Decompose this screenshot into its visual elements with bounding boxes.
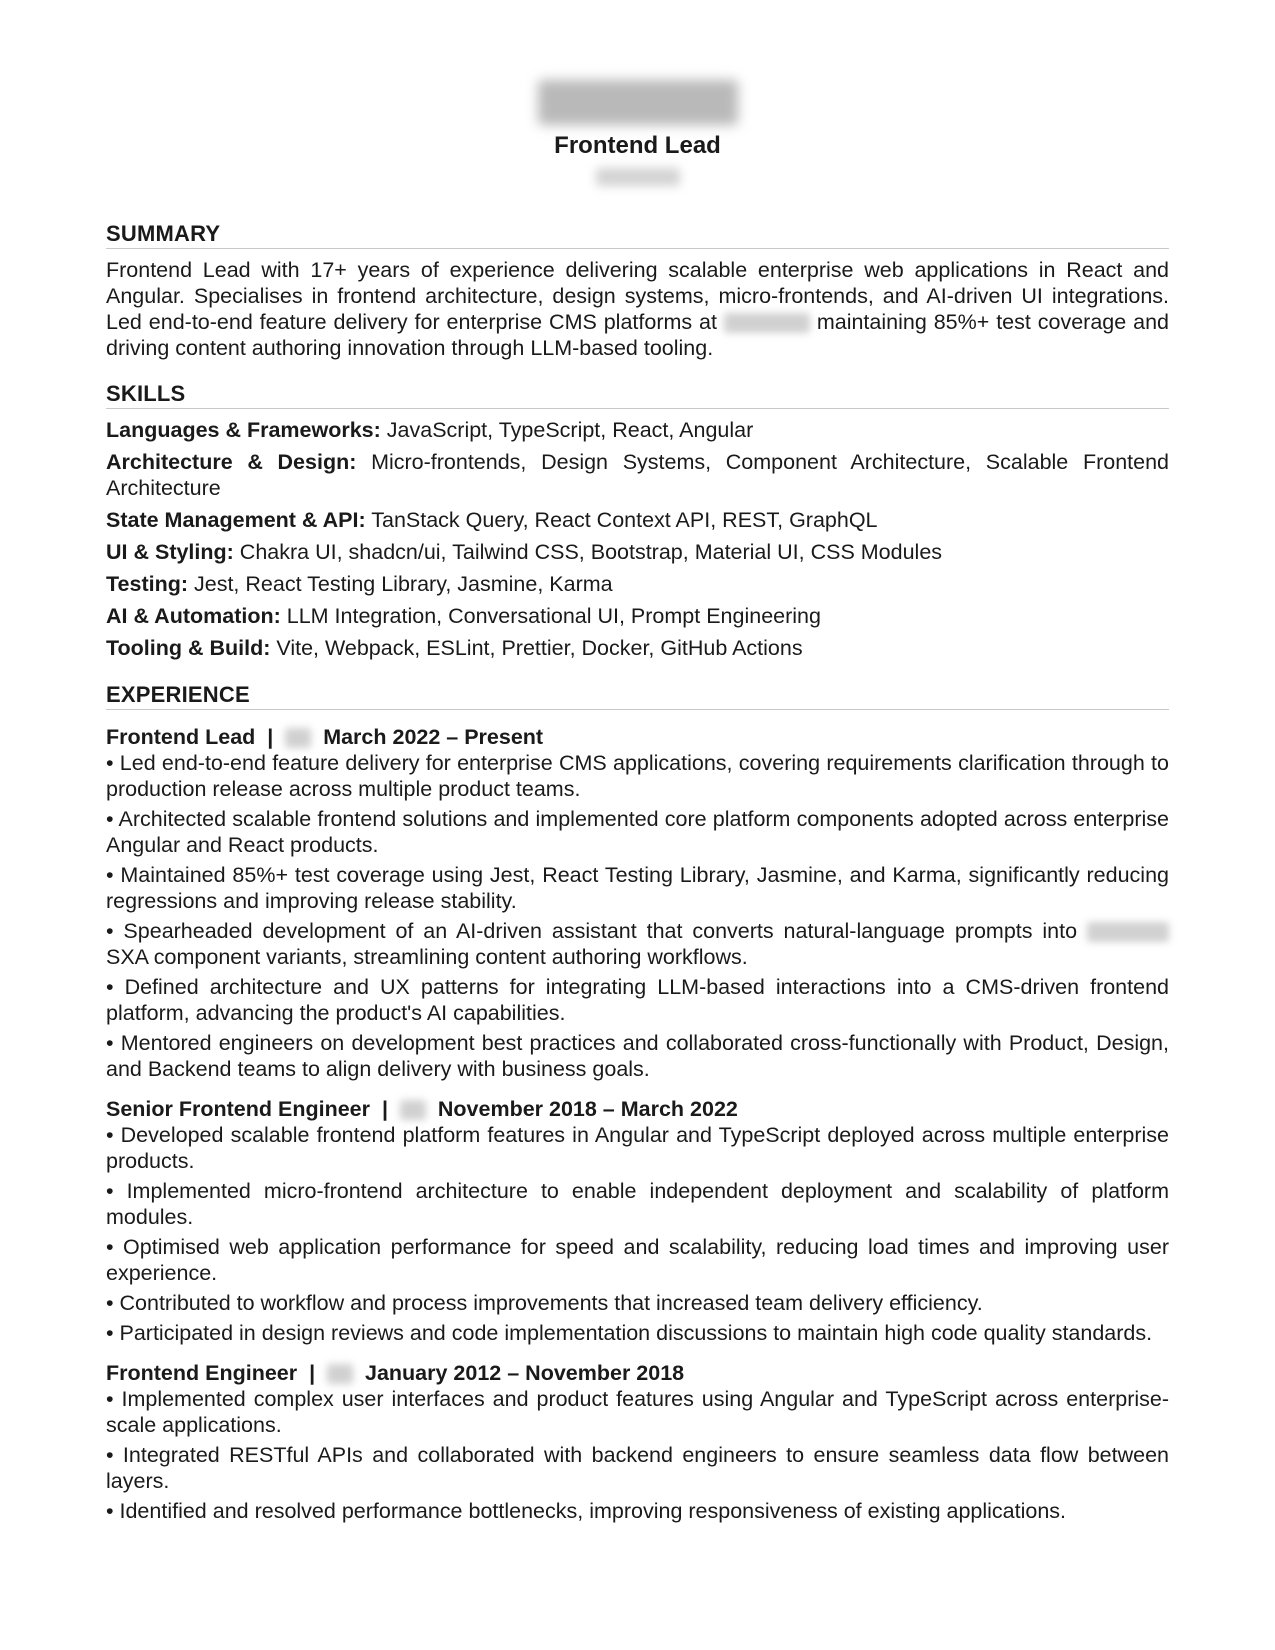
resume-header — [106, 0, 1169, 191]
skills-section — [106, 381, 1169, 661]
skill-row — [106, 507, 1169, 533]
job-bullet: • Optimised web application performance for speed and scalability, reducing load times and improving user experience. — [106, 1235, 1169, 1285]
skills-heading: SKILLS — [106, 381, 1169, 409]
job-bullet: • Maintained 85%+ test coverage using Jest, React Testing Library, Jasmine, and Karma, significantly reducing regressions and improving release stability. — [106, 863, 1169, 913]
skill-label: Tooling & Build: — [106, 636, 271, 660]
redacted-company — [724, 313, 810, 333]
redacted-location — [596, 168, 680, 186]
experience-section — [106, 682, 1169, 1524]
redacted-name — [538, 80, 738, 125]
job-bullet: • Implemented micro-frontend architecture to enable independent deployment and scalability of platform modules. — [106, 1179, 1169, 1229]
resume-role: Frontend Lead — [554, 132, 721, 159]
job-bullet: • Participated in design reviews and code implementation discussions to maintain high code quality standards. — [106, 1321, 1153, 1345]
skill-value: Micro-frontends, Design Systems, Component Architecture, Scalable Frontend Architecture — [106, 450, 1169, 500]
job-bullet: • Defined architecture and UX patterns for integrating LLM-based interactions into a CMS-driven frontend platform, advancing the product's AI capabilities. — [106, 975, 1169, 1025]
skill-row — [106, 603, 1169, 629]
skill-row — [106, 417, 1169, 443]
skill-row — [106, 635, 1169, 661]
skill-row — [106, 571, 1169, 597]
skill-value: TanStack Query, React Context API, REST, GraphQL — [371, 508, 878, 532]
job-bullet: • Implemented complex user interfaces and product features using Angular and TypeScript across enterprise-scale applications. — [106, 1387, 1169, 1437]
skill-label: Architecture & Design: — [106, 450, 357, 474]
skill-row — [106, 539, 1169, 565]
skill-label: UI & Styling: — [106, 540, 234, 564]
job-bullet: • Architected scalable frontend solutions and implemented core platform components adopted across enterprise Angular and React products. — [106, 807, 1169, 857]
skill-value: Jest, React Testing Library, Jasmine, Karma — [194, 572, 613, 596]
skill-label: State Management & API: — [106, 508, 366, 532]
skill-row — [106, 449, 1169, 501]
redacted-employer — [327, 1364, 353, 1384]
skill-value: LLM Integration, Conversational UI, Prompt Engineering — [286, 604, 821, 628]
job-bullet: • Identified and resolved performance bottlenecks, improving responsiveness of existing applications. — [106, 1499, 1067, 1523]
skill-label: Testing: — [106, 572, 189, 596]
job-bullet: • Spearheaded development of an AI-driven assistant that converts natural-language prompts into SXA component variants, streamlining content authoring workflows. — [106, 918, 1169, 970]
job-heading: Senior Frontend Engineer | November 2018 – March 2022 — [106, 1097, 738, 1121]
summary-heading: SUMMARY — [106, 221, 1169, 249]
redacted-product — [1087, 922, 1169, 942]
job-bullet: • Led end-to-end feature delivery for enterprise CMS applications, covering requirements clarification through to production release across multiple product teams. — [106, 751, 1169, 801]
experience-heading: EXPERIENCE — [106, 682, 1169, 710]
skill-label: Languages & Frameworks: — [106, 418, 381, 442]
skill-value: JavaScript, TypeScript, React, Angular — [386, 418, 754, 442]
skill-value: Vite, Webpack, ESLint, Prettier, Docker, GitHub Actions — [276, 636, 803, 660]
skill-value: Chakra UI, shadcn/ui, Tailwind CSS, Bootstrap, Material UI, CSS Modules — [239, 540, 943, 564]
job-bullet: • Developed scalable frontend platform features in Angular and TypeScript deployed across multiple enterprise products. — [106, 1123, 1169, 1173]
redacted-employer — [285, 728, 311, 748]
job-bullet: • Mentored engineers on development best practices and collaborated cross-functionally with Product, Design, and Backend teams to align delivery with business goals. — [106, 1031, 1169, 1081]
summary-section — [106, 221, 1169, 361]
job-heading: Frontend Engineer | January 2012 – November 2018 — [106, 1361, 685, 1385]
job-bullet: • Contributed to workflow and process improvements that increased team delivery efficiency. — [106, 1291, 983, 1315]
skill-label: AI & Automation: — [106, 604, 281, 628]
job-bullet: • Integrated RESTful APIs and collaborated with backend engineers to ensure seamless data flow between layers. — [106, 1443, 1169, 1493]
summary-text: Frontend Lead with 17+ years of experience delivering scalable enterprise web applications in React and Angular. Specialises in frontend architecture, design systems, micro-frontends, and AI-driven UI integrations. Led end-to-end feature delivery for enterprise CMS platforms at maintaining 85%+ test coverage and driving content authoring innovation through LLM-based tooling. — [106, 258, 1169, 360]
job-heading: Frontend Lead | March 2022 – Present — [106, 725, 544, 749]
redacted-employer — [400, 1100, 426, 1120]
